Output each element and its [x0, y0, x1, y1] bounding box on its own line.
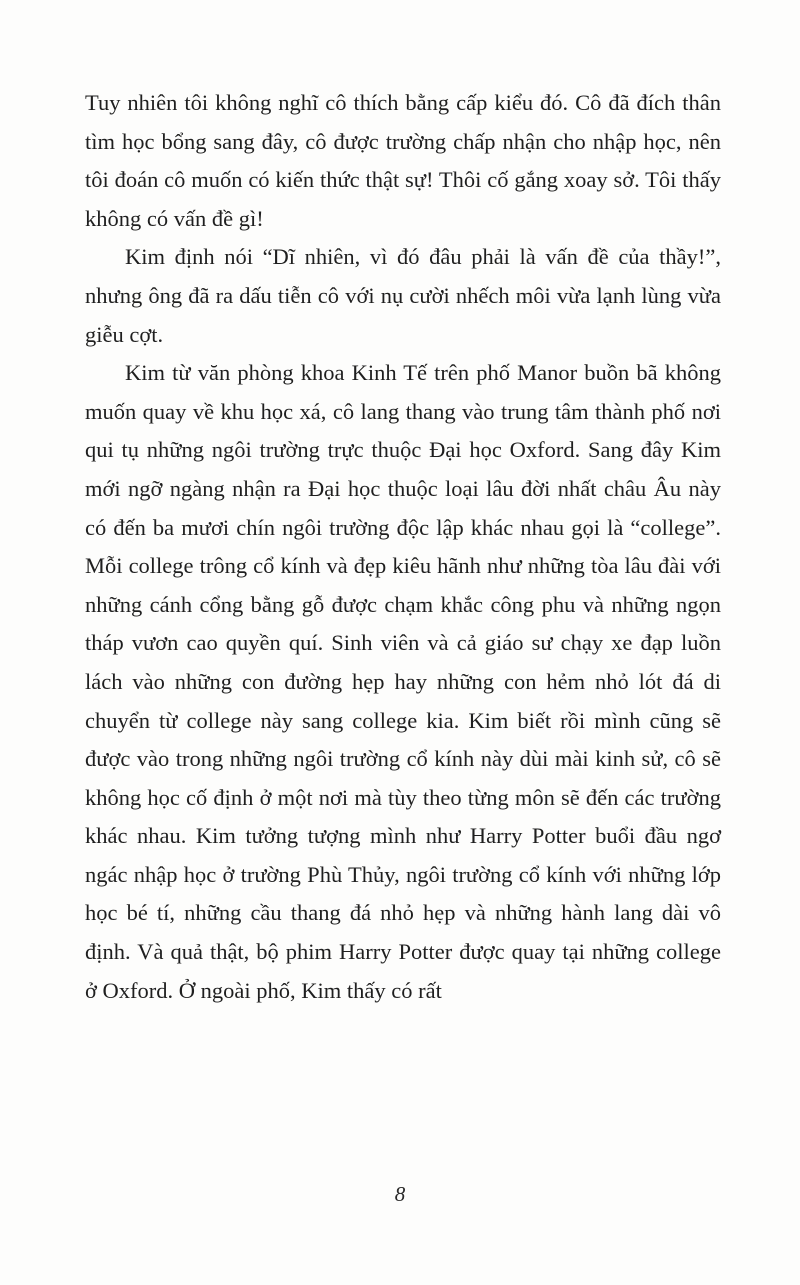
page-text	[85, 84, 721, 1010]
paragraph: Kim định nói “Dĩ nhiên, vì đó đâu phải là vấn đề của thầy!”, nhưng ông đã ra dấu tiễn cô với nụ cười nhếch môi vừa lạnh lùng vừa giễu cợt.	[85, 244, 721, 347]
page-number: 8	[394, 1182, 406, 1206]
paragraph-continuation: Tuy nhiên tôi không nghĩ cô thích bằng cấp kiểu đó. Cô đã đích thân tìm học bổng sang đây, cô được trường chấp nhận cho nhập học, nên tôi đoán cô muốn có kiến thức thật sự! Thôi cố gắng xoay sở. Tôi thấy không có vấn đề gì!	[85, 90, 721, 231]
paragraph: Kim từ văn phòng khoa Kinh Tế trên phố Manor buồn bã không muốn quay về khu học xá, cô lang thang vào trung tâm thành phố nơi qui tụ những ngôi trường trực thuộc Đại học Oxford. Sang đây Kim mới ngỡ ngàng nhận ra Đại học thuộc loại lâu đời nhất châu Âu này có đến ba mươi chín ngôi trường độc lập khác nhau gọi là “college”. Mỗi college trông cổ kính và đẹp kiêu hãnh như những tòa lâu đài với những cánh cổng bằng gỗ được chạm khắc công phu và những ngọn tháp vươn cao quyền quí. Sinh viên và cả giáo sư chạy xe đạp luồn lách vào những con đường hẹp hay những con hẻm nhỏ lót đá di chuyển từ college này sang college kia. Kim biết rồi mình cũng sẽ được vào trong những ngôi trường cổ kính này dùi mài kinh sử, cô sẽ không học cố định ở một nơi mà tùy theo từng môn sẽ đến các trường khác nhau. Kim tưởng tượng mình như Harry Potter buổi đầu ngơ ngác nhập học ở trường Phù Thủy, ngôi trường cổ kính với những lớp học bé tí, những cầu thang đá nhỏ hẹp và những hành lang dài vô định. Và quả thật, bộ phim Harry Potter được quay tại những college ở Oxford. Ở ngoài phố, Kim thấy có rất	[85, 360, 721, 1003]
